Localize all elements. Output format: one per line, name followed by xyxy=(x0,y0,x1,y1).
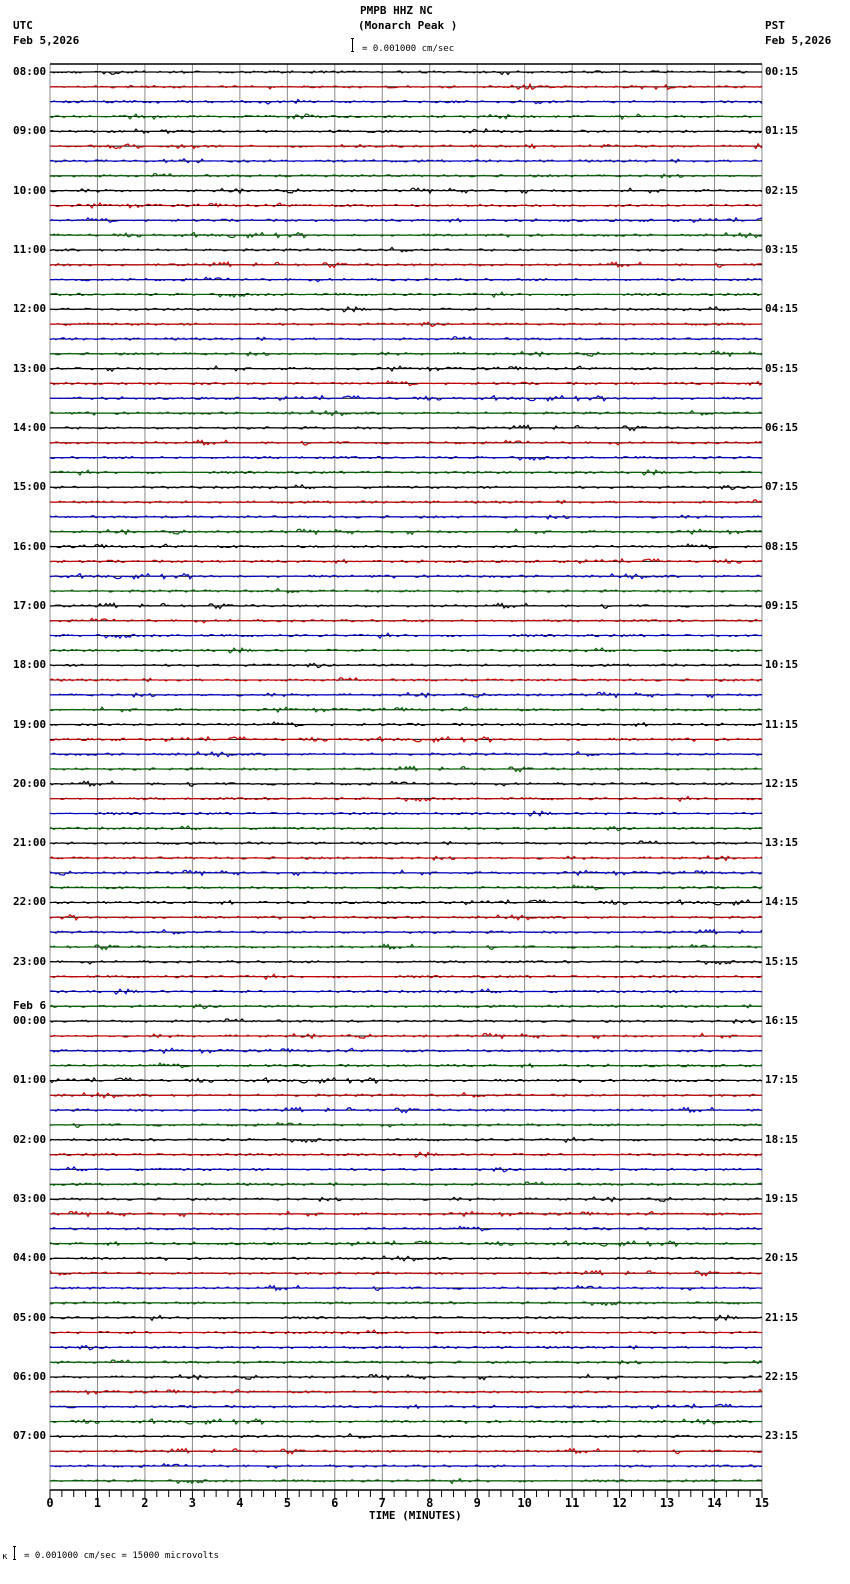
pst-hour-label: 21:15 xyxy=(765,1310,799,1324)
utc-hour-label: 23:00 xyxy=(13,954,47,968)
scale-label: = 0.001000 cm/sec xyxy=(362,44,455,54)
utc-hour-label: 00:00 xyxy=(13,1014,47,1028)
x-tick-label: 10 xyxy=(517,1496,532,1510)
utc-hour-label: 22:00 xyxy=(13,895,47,909)
x-tick-label: 0 xyxy=(46,1496,54,1510)
utc-hour-label: 10:00 xyxy=(13,183,47,197)
utc-hour-label: 11:00 xyxy=(13,242,47,256)
utc-hour-label: 02:00 xyxy=(13,1132,47,1146)
x-tick-label: 14 xyxy=(707,1496,722,1510)
utc-hour-label: 21:00 xyxy=(13,836,47,850)
pst-hour-label: 01:15 xyxy=(765,124,799,138)
pst-hour-label: 22:15 xyxy=(765,1370,799,1384)
utc-hour-label: 06:00 xyxy=(13,1370,47,1384)
x-tick-label: 4 xyxy=(236,1496,244,1510)
site-name: (Monarch Peak ) xyxy=(358,19,458,32)
utc-hour-label: 09:00 xyxy=(13,124,47,138)
x-tick-label: 5 xyxy=(283,1496,291,1510)
pst-hour-label: 14:15 xyxy=(765,895,799,909)
pst-hour-label: 04:15 xyxy=(765,302,799,316)
utc-hour-label: 07:00 xyxy=(13,1429,47,1443)
x-tick-label: 11 xyxy=(564,1496,580,1510)
pst-hour-label: 17:15 xyxy=(765,1073,799,1087)
x-tick-label: 3 xyxy=(188,1496,197,1510)
footer-scale-bar-icon xyxy=(13,1546,16,1560)
pst-hour-label: 20:15 xyxy=(765,1251,799,1265)
utc-hour-label: 19:00 xyxy=(13,717,47,731)
pst-hour-label: 09:15 xyxy=(765,598,799,612)
pst-hour-label: 11:15 xyxy=(765,717,799,731)
date-change-label: Feb 6 xyxy=(13,999,47,1013)
x-tick-label: 6 xyxy=(331,1496,339,1510)
pst-hour-label: 05:15 xyxy=(765,361,799,375)
right-timezone: PST xyxy=(765,19,785,32)
utc-hour-label: 03:00 xyxy=(13,1192,47,1206)
utc-hour-label: 20:00 xyxy=(13,776,47,790)
utc-hour-label: 01:00 xyxy=(13,1073,47,1087)
pst-hour-label: 02:15 xyxy=(765,183,799,197)
x-tick-label: 15 xyxy=(754,1496,770,1510)
x-tick-label: 13 xyxy=(659,1496,675,1510)
x-tick-label: 12 xyxy=(612,1496,627,1510)
pst-hour-label: 08:15 xyxy=(765,539,799,553)
utc-hour-label: 15:00 xyxy=(13,480,47,494)
left-timezone: UTC xyxy=(13,19,33,32)
utc-hour-label: 13:00 xyxy=(13,361,47,375)
station-title: PMPB HHZ NC xyxy=(360,4,433,17)
x-tick-label: 9 xyxy=(473,1496,481,1510)
utc-hour-label: 08:00 xyxy=(13,65,47,78)
right-date: Feb 5,2026 xyxy=(765,34,832,47)
utc-hour-label: 05:00 xyxy=(13,1310,47,1324)
footer-glyph: κ xyxy=(2,1552,8,1562)
x-tick-label: 2 xyxy=(141,1496,149,1510)
pst-hour-label: 03:15 xyxy=(765,242,799,256)
left-date: Feb 5,2026 xyxy=(13,34,80,47)
pst-hour-label: 19:15 xyxy=(765,1192,799,1206)
pst-hour-label: 07:15 xyxy=(765,480,799,494)
pst-hour-label: 13:15 xyxy=(765,836,799,850)
x-tick-label: 8 xyxy=(426,1496,434,1510)
pst-hour-label: 06:15 xyxy=(765,420,799,434)
utc-hour-label: 16:00 xyxy=(13,539,47,553)
pst-hour-label: 16:15 xyxy=(765,1014,799,1028)
utc-hour-label: 14:00 xyxy=(13,420,47,434)
utc-hour-label: 17:00 xyxy=(13,598,47,612)
pst-hour-label: 10:15 xyxy=(765,658,799,672)
x-tick-label: 7 xyxy=(378,1496,386,1510)
pst-hour-label: 23:15 xyxy=(765,1429,799,1443)
pst-hour-label: 15:15 xyxy=(765,954,799,968)
utc-hour-label: 12:00 xyxy=(13,302,47,316)
pst-hour-label: 18:15 xyxy=(765,1132,799,1146)
footer-scale-note: = 0.001000 cm/sec = 15000 microvolts xyxy=(24,1551,220,1561)
pst-hour-label: 00:15 xyxy=(765,65,799,78)
utc-hour-label: 04:00 xyxy=(13,1251,47,1265)
utc-hour-label: 18:00 xyxy=(13,658,47,672)
x-axis-title: TIME (MINUTES) xyxy=(369,1509,462,1522)
pst-hour-label: 12:15 xyxy=(765,776,799,790)
x-tick-label: 1 xyxy=(93,1496,102,1510)
